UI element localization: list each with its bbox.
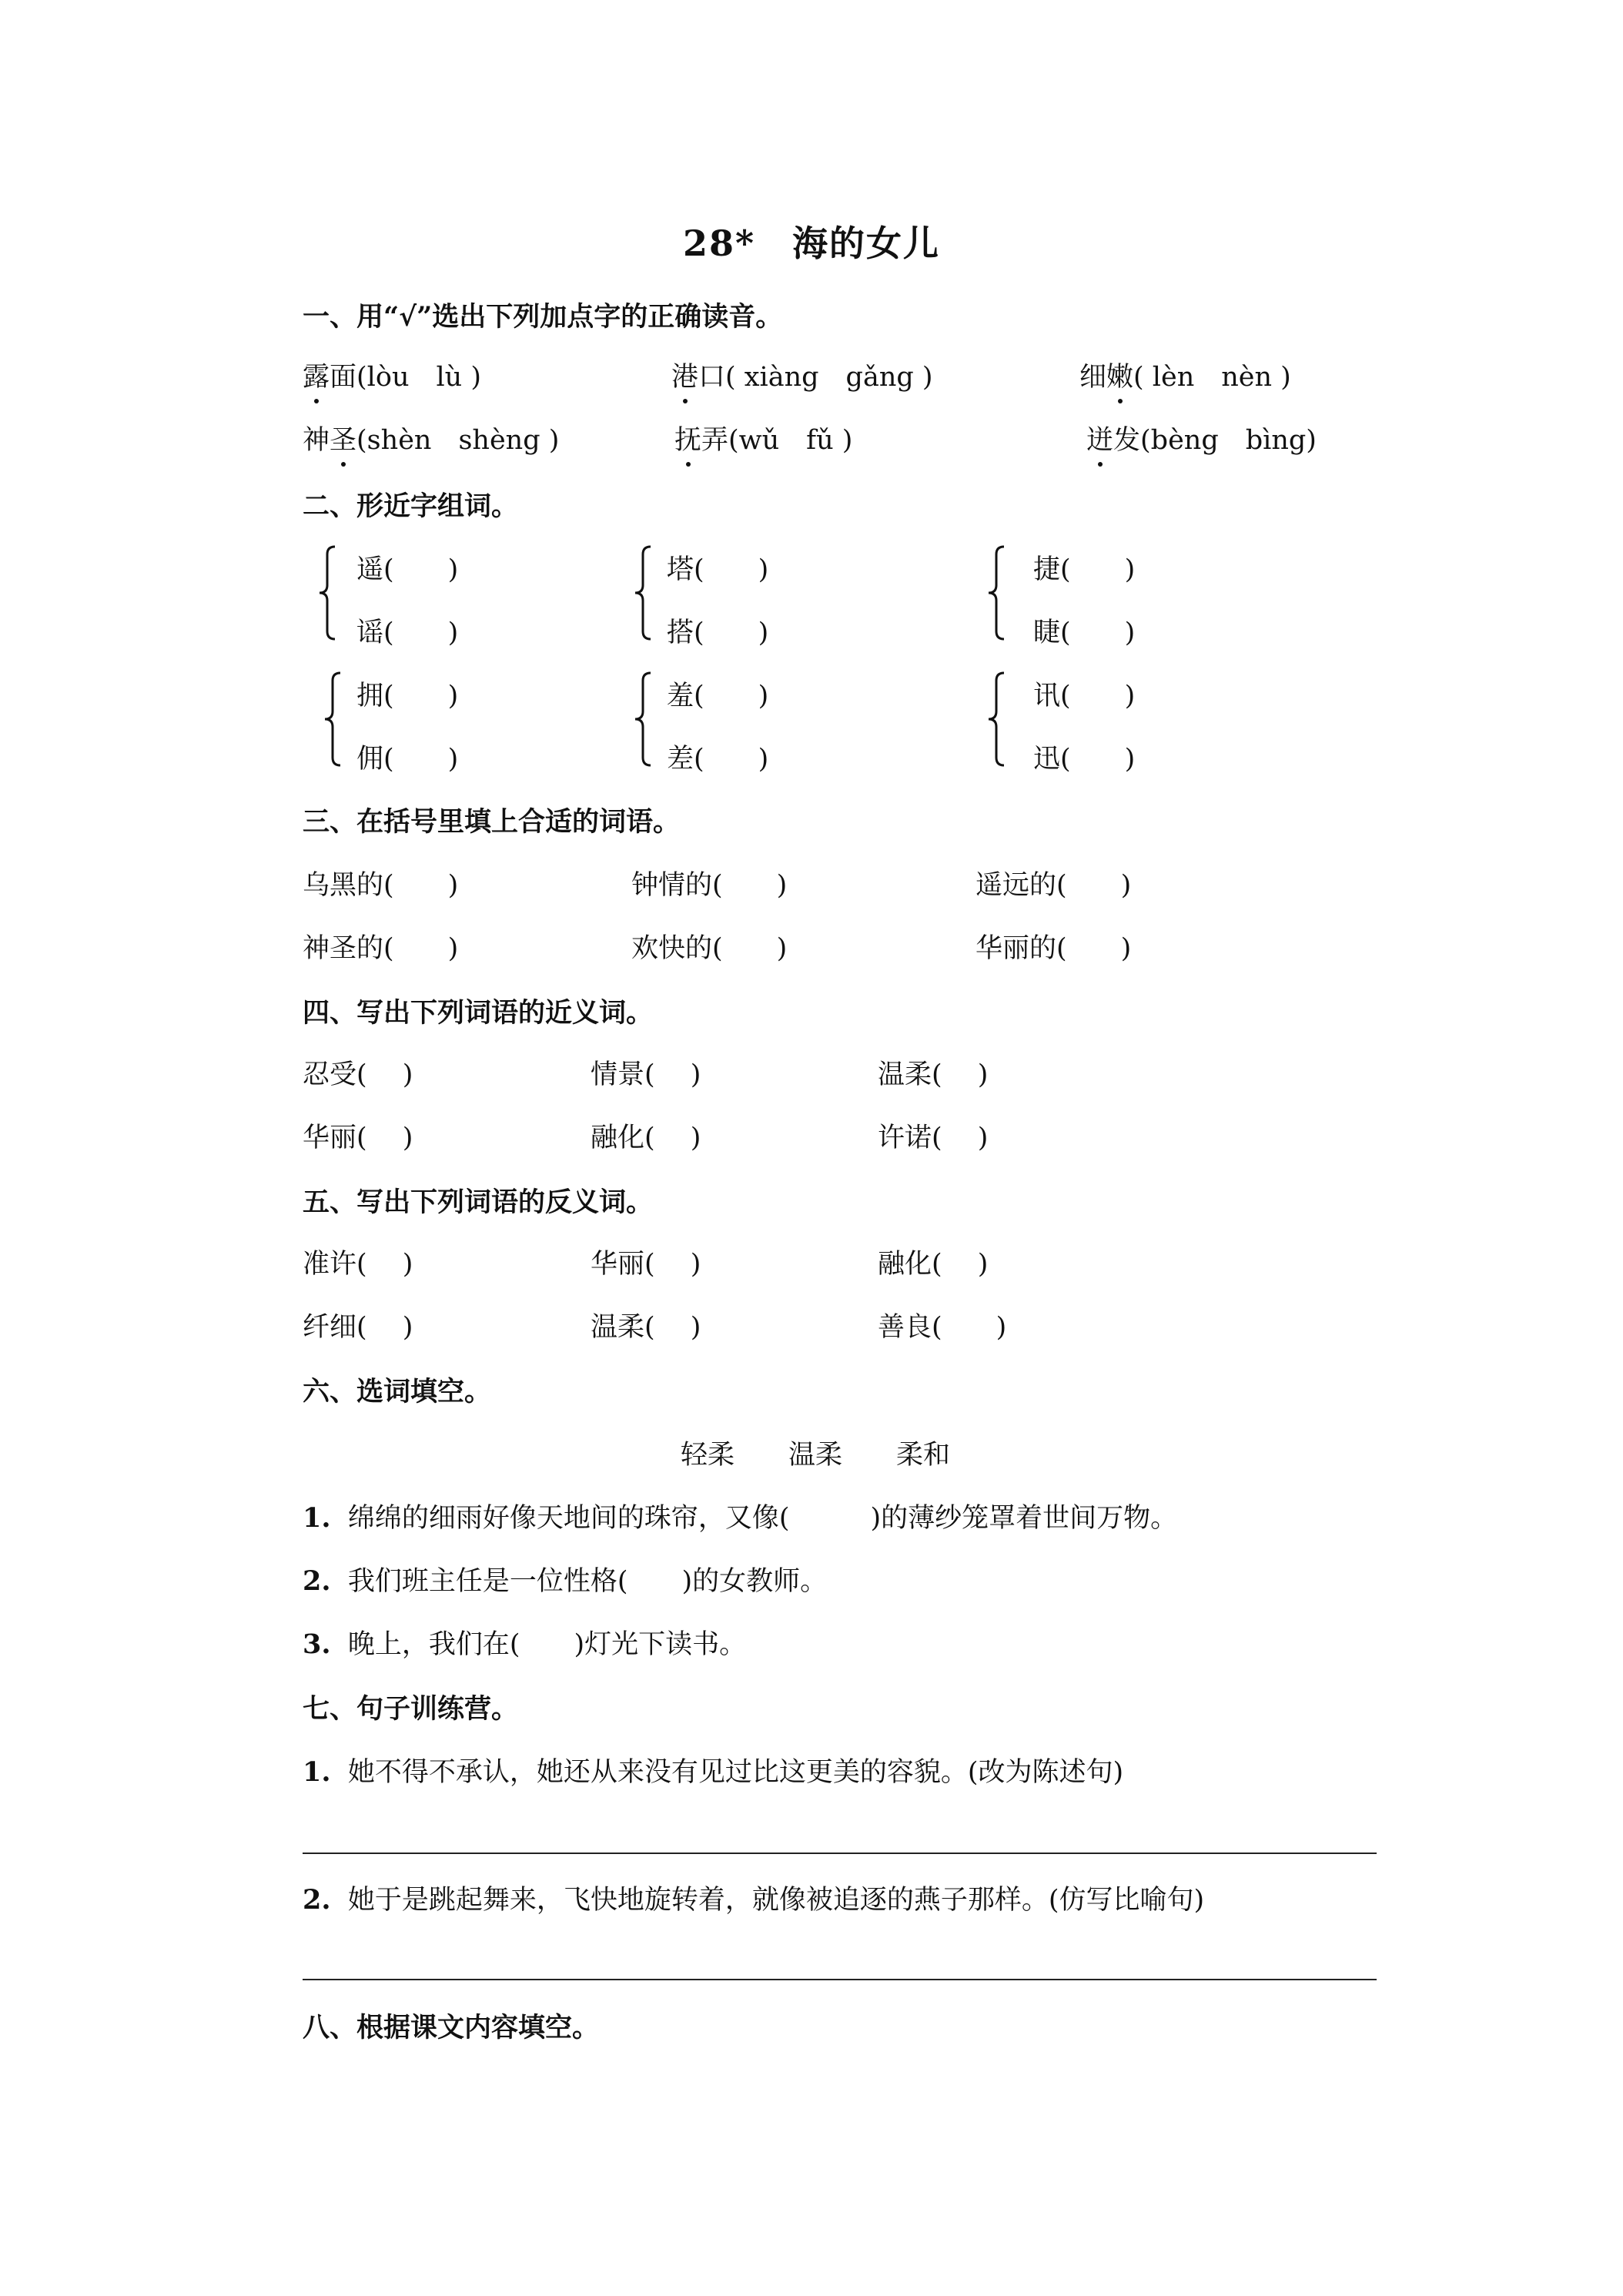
dotted-char: 迸 (1086, 419, 1113, 457)
word-group-item: 搭( ) (667, 618, 769, 648)
word-group-item: 塔( ) (667, 554, 769, 585)
pinyin-options: (shèn shèng ) (356, 425, 560, 456)
question-number: 3. (303, 1628, 331, 1660)
dotted-char: 抚 (674, 419, 701, 457)
pinyin-item-4 (303, 419, 559, 457)
question-text: 绵绵的细雨好像天地间的珠帘，又像( )的薄纱笼罩着世间万物。 (347, 1503, 1178, 1534)
fill-item: 乌黑的( ) (303, 870, 459, 901)
question-text: 晚上，我们在( )灯光下读书。 (347, 1629, 747, 1660)
dotted-char: 港 (671, 356, 698, 394)
pinyin-options: (lòu lù ) (356, 362, 482, 393)
pinyin-options: ( xiàng gǎng ) (725, 362, 933, 393)
brace-icon (627, 670, 658, 768)
item-char: 面 (330, 362, 357, 393)
page-title: 28* 海的女儿 (682, 223, 941, 264)
dotted-char: 圣 (330, 419, 356, 457)
synonym-item: 华丽( ) (303, 1123, 413, 1153)
item-char: 口 (698, 362, 726, 393)
synonym-item: 温柔( ) (878, 1059, 989, 1090)
word-group-item: 迅( ) (1033, 744, 1136, 775)
dotted-char: 露 (303, 356, 330, 394)
synonym-item: 忍受( ) (303, 1059, 413, 1090)
fill-item: 钟情的( ) (631, 870, 788, 901)
word-group-item: 佣( ) (356, 744, 459, 775)
item-char: 细 (1079, 362, 1107, 393)
section-2-heading: 二、形近字组词。 (303, 490, 519, 522)
word-group-item: 捷( ) (1033, 554, 1136, 585)
brace-icon (981, 670, 1012, 768)
word-group-item: 羞( ) (667, 681, 769, 711)
brace-icon (627, 544, 658, 642)
brace-icon (981, 544, 1012, 642)
antonym-item: 华丽( ) (591, 1249, 701, 1280)
word-group-item: 谣( ) (356, 618, 459, 648)
question-text: 她于是跳起舞来，飞快地旋转着，就像被追逐的燕子那样。(仿写比喻句) (347, 1885, 1205, 1916)
fill-sentence-3 (303, 1623, 746, 1662)
question-text: 她不得不承认，她还从来没有见过比这更美的容貌。(改为陈述句) (347, 1757, 1124, 1788)
word-choices: 轻柔 温柔 柔和 (681, 1440, 951, 1471)
pinyin-options: (bèng bìng) (1140, 425, 1317, 456)
brace-icon (312, 544, 343, 642)
word-group-item: 讯( ) (1033, 681, 1136, 711)
antonym-item: 融化( ) (878, 1249, 989, 1280)
answer-line (303, 1979, 1377, 1980)
pinyin-options: ( lèn nèn ) (1133, 362, 1291, 393)
section-7-heading: 七、句子训练营。 (303, 1693, 519, 1725)
synonym-item: 许诺( ) (878, 1123, 989, 1153)
section-3-heading: 三、在括号里填上合适的词语。 (303, 806, 681, 838)
fill-item: 神圣的( ) (303, 933, 459, 964)
fill-item: 遥远的( ) (975, 870, 1132, 901)
antonym-item: 纤细( ) (303, 1312, 413, 1343)
dotted-char: 嫩 (1106, 356, 1133, 394)
fill-item: 欢快的( ) (631, 933, 788, 964)
pinyin-item-5 (674, 419, 852, 457)
pinyin-item-2 (671, 356, 933, 394)
pinyin-item-1 (303, 356, 481, 394)
fill-sentence-2 (303, 1560, 827, 1598)
pinyin-item-3 (1079, 356, 1291, 394)
question-number: 1. (303, 1502, 331, 1534)
section-1-heading: 一、用“√”选出下列加点字的正确读音。 (303, 301, 783, 333)
question-number: 2. (303, 1884, 331, 1916)
pinyin-options: (wǔ fǔ ) (728, 425, 853, 456)
question-number: 1. (303, 1756, 331, 1788)
antonym-item: 善良( ) (878, 1312, 1007, 1343)
sentence-task-2 (303, 1879, 1204, 1917)
antonym-item: 准许( ) (303, 1249, 413, 1280)
word-group-item: 差( ) (667, 744, 769, 775)
question-text: 我们班主任是一位性格( )的女教师。 (347, 1566, 828, 1597)
synonym-item: 情景( ) (591, 1059, 701, 1090)
section-6-heading: 六、选词填空。 (303, 1376, 492, 1407)
sentence-task-1 (303, 1751, 1123, 1789)
question-number: 2. (303, 1565, 331, 1597)
section-4-heading: 四、写出下列词语的近义词。 (303, 997, 654, 1029)
synonym-item: 融化( ) (591, 1123, 701, 1153)
word-group-item: 睫( ) (1033, 618, 1136, 648)
antonym-item: 温柔( ) (591, 1312, 701, 1343)
item-char: 弄 (701, 425, 729, 456)
word-group-item: 遥( ) (356, 554, 459, 585)
fill-item: 华丽的( ) (975, 933, 1132, 964)
word-group-item: 拥( ) (356, 681, 459, 711)
fill-sentence-1 (303, 1497, 1177, 1535)
brace-icon (317, 670, 348, 768)
answer-line (303, 1853, 1377, 1854)
item-char: 神 (303, 425, 330, 456)
section-8-heading: 八、根据课文内容填空。 (303, 2012, 600, 2043)
pinyin-item-6 (1086, 419, 1317, 457)
section-5-heading: 五、写出下列词语的反义词。 (303, 1186, 654, 1218)
item-char: 发 (1113, 425, 1141, 456)
